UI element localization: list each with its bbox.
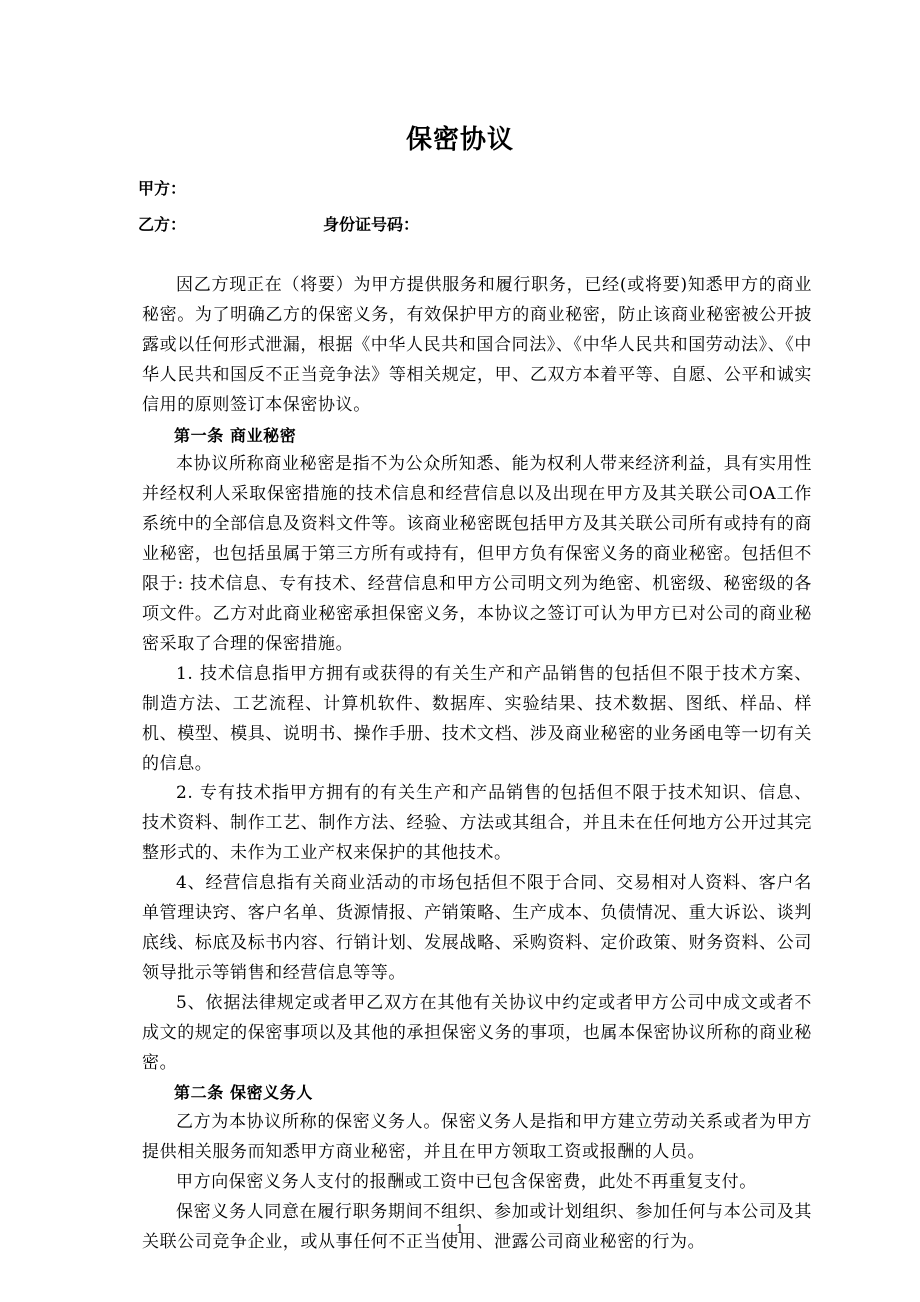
- clause-other-secrets: 5、依据法律规定或者甲乙双方在其他有关协议中约定或者甲方公司中成文或者不成文的规定的保密事项以及其他的承担保密义务的事项，也属本保密协议所称的商业秘密。: [142, 992, 812, 1073]
- clause-proprietary-tech: 2. 专有技术指甲方拥有的有关生产和产品销售的包括但不限于技术知识、信息、技术资料、制作工艺、制作方法、经验、方法或其组合，并且未在任何地方公开过其完整形式的、未作为工业产权来保护的其他技术。: [142, 783, 812, 864]
- document-title: 保密协议: [405, 125, 514, 155]
- article-1-definition: 本协议所称商业秘密是指不为公众所知悉、能为权利人带来经济利益，具有实用性并经权利人采取保密措施的技术信息和经营信息以及出现在甲方及其关联公司OA工作系统中的全部信息及资料文件等。该商业秘密既包括甲方及其关联公司所有或持有的商业秘密，也包括虽属于第三方所有或持有，但甲方负有保密义务的商业秘密。包括但不限于: 技术信息、专有技术、经营信息和甲方公司明文列为绝密、机密级、秘密级的各项文件。乙方对此商业秘密承担保密义务，本协议之签订可认为甲方已对公司的商业秘密采取了合理的保密措施。: [142, 454, 812, 654]
- page-number: 1: [456, 1222, 464, 1236]
- party-b-label: 乙方：: [138, 215, 187, 234]
- confidentiality-fee: 甲方向保密义务人支付的报酬或工资中已包含保密费，此处不再重复支付。: [176, 1172, 757, 1193]
- clause-business-info: 4、经营信息指有关商业活动的市场包括但不限于合同、交易相对人资料、客户名单管理诀窍、客户名单、货源情报、产销策略、生产成本、负债情况、重大诉讼、谈判底线、标底及标书内容、行销计划、发展战略、采购资料、定价政策、财务资料、公司领导批示等销售和经营信息等等。: [142, 873, 812, 983]
- obligor-definition: 乙方为本协议所称的保密义务人。保密义务人是指和甲方建立劳动关系或者为甲方提供相关服务而知悉甲方商业秘密，并且在甲方领取工资或报酬的人员。: [142, 1112, 812, 1163]
- article-1-heading: 第一条 商业秘密: [174, 425, 297, 445]
- preamble-paragraph: 因乙方现正在（将要）为甲方提供服务和履行职务，已经(或将要)知悉甲方的商业秘密。为了明确乙方的保密义务，有效保护甲方的商业秘密，防止该商业秘密被公开披露或以任何形式泄漏，根据《中华人民共和国合同法》、《中华人民共和国劳动法》、《中华人民共和国反不正当竞争法》等相关规定，甲、乙双方本着平等、自愿、公平和诚实信用的原则签订本保密协议。: [142, 275, 812, 415]
- agreement-body: [142, 271, 812, 1258]
- party-a-label: 甲方：: [138, 179, 187, 198]
- article-2-heading: 第二条 保密义务人: [174, 1083, 313, 1103]
- id-number-label: 身份证号码：: [323, 215, 420, 234]
- non-compete-clause: 保密义务人同意在履行职务期间不组织、参加或计划组织、参加任何与本公司及其关联公司竞争企业，或从事任何不正当使用、泄露公司商业秘密的行为。: [142, 1202, 812, 1252]
- clause-technical-info: 1. 技术信息指甲方拥有或获得的有关生产和产品销售的包括但不限于技术方案、制造方法、工艺流程、计算机软件、数据库、实验结果、技术数据、图纸、样品、样机、模型、模具、说明书、操作手册、技术文档、涉及商业秘密的业务函电等一切有关的信息。: [142, 663, 812, 774]
